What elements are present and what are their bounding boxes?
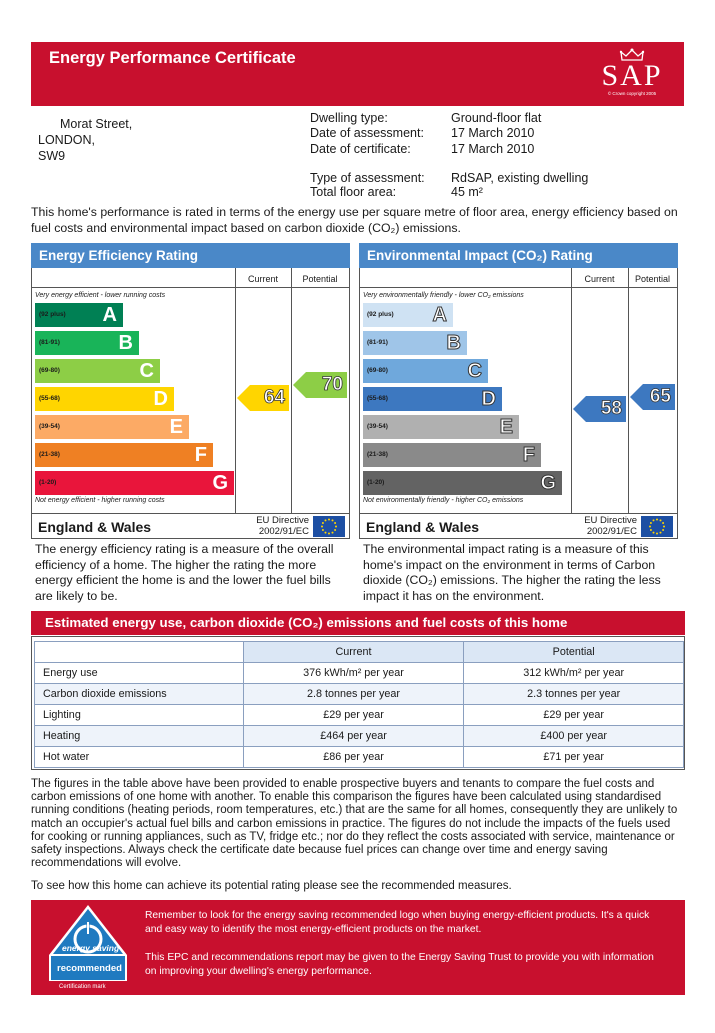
row-current: 376 kWh/m² per year bbox=[243, 663, 464, 684]
sap-logo-text: SAP bbox=[601, 59, 663, 92]
table-row bbox=[35, 684, 684, 705]
table-row bbox=[35, 726, 684, 747]
footer-paragraph-2: This EPC and recommendations report may be given to the Energy Saving Trust to provide you with information on improving your dwelling's energy performance. bbox=[145, 952, 654, 977]
eu-flag-icon bbox=[313, 516, 345, 537]
potential-rating-arrow bbox=[293, 372, 347, 398]
detail-value: 45 m² bbox=[451, 185, 483, 199]
detail-value: 17 March 2010 bbox=[451, 126, 535, 140]
band-range: (21-38) bbox=[39, 451, 60, 458]
rating-band-c bbox=[363, 359, 488, 383]
scale-top-label: Very energy efficient - lower running costs bbox=[35, 292, 166, 299]
rating-band-c bbox=[35, 359, 160, 383]
band-letter: E bbox=[169, 416, 183, 438]
band-range: (81-91) bbox=[367, 339, 388, 346]
detail-value: 17 March 2010 bbox=[451, 142, 535, 156]
table-header-potential: Potential bbox=[464, 642, 684, 663]
row-current: £29 per year bbox=[243, 705, 464, 726]
row-potential: 312 kWh/m² per year bbox=[464, 663, 684, 684]
col-potential-header: Potential bbox=[302, 274, 338, 284]
band-range: (1-20) bbox=[367, 479, 385, 486]
certification-mark-label: Certification mark bbox=[59, 984, 106, 990]
logo-top-text: energy saving bbox=[62, 943, 120, 953]
detail-value: RdSAP, existing dwelling bbox=[451, 171, 589, 185]
rating-band-b bbox=[363, 331, 467, 355]
rating-band-a bbox=[35, 303, 123, 327]
panel-title: Environmental Impact (CO₂) Rating bbox=[359, 243, 678, 268]
energy-saving-recommended-logo bbox=[45, 903, 131, 983]
row-current: £86 per year bbox=[243, 747, 464, 768]
band-range: (21-38) bbox=[367, 451, 388, 458]
current-rating-value: 58 bbox=[600, 398, 622, 420]
band-range: (1-20) bbox=[39, 479, 57, 486]
rating-band-a bbox=[363, 303, 453, 327]
row-potential: 2.3 tonnes per year bbox=[464, 684, 684, 705]
footer-paragraph-1: Remember to look for the energy saving recommended logo when buying energy-efficient products. It's a quick and easy way to identify the most energy-efficient products on the market. bbox=[145, 910, 650, 935]
costs-table bbox=[34, 641, 684, 768]
divider bbox=[291, 268, 292, 513]
recommended-measures-text: To see how this home can achieve its potential rating please see the recommended measures. bbox=[31, 880, 512, 892]
detail-label: Date of assessment: bbox=[310, 126, 424, 140]
row-label: Carbon dioxide emissions bbox=[35, 684, 244, 705]
intro-text: This home's performance is rated in terms of the energy use per square metre of floor area, energy efficiency based on fuel costs and environmental impact based on carbon dioxide (CO₂) emissions. bbox=[31, 205, 678, 235]
logo-bottom-text: recommended bbox=[57, 963, 122, 974]
footer-banner bbox=[31, 900, 685, 995]
detail-label: Total floor area: bbox=[310, 185, 397, 199]
eu-flag-icon bbox=[641, 516, 673, 537]
row-potential: £71 per year bbox=[464, 747, 684, 768]
sap-logo bbox=[592, 49, 672, 101]
row-label: Energy use bbox=[35, 663, 244, 684]
crown-icon bbox=[619, 48, 645, 62]
band-range: (69-80) bbox=[39, 367, 60, 374]
region-label: England & Wales bbox=[366, 519, 480, 535]
band-letter: E bbox=[499, 416, 513, 438]
energy-efficiency-panel bbox=[31, 243, 350, 539]
costs-section-title: Estimated energy use, carbon dioxide (CO₂) emissions and fuel costs of this home bbox=[31, 611, 685, 635]
address-line-3: SW9 bbox=[38, 149, 66, 163]
rating-band-g bbox=[35, 471, 234, 495]
header-banner bbox=[31, 42, 684, 106]
row-label: Heating bbox=[35, 726, 244, 747]
band-letter: C bbox=[139, 360, 154, 382]
scale-top-label: Very environmentally friendly - lower CO₂ emissions bbox=[363, 292, 524, 299]
panel-footer bbox=[32, 513, 349, 538]
row-potential: £400 per year bbox=[464, 726, 684, 747]
explanation-text: The figures in the table above have been provided to enable prospective buyers and tenants to compare the fuel costs and carbon emissions of one home with another. To enable this comparison the figures have been calculated using standardised running conditions (heating periods, room temperatures, etc.) that are the same for all homes, consequently they are unlikely to match an occupier's actual fuel bills and carbon emissions in practice. The figures do not include the impacts of the fuels used for cooking or running appliances, such as TV, fridge etc.; nor do they reflect the costs associated with service, maintenance or safety inspections. Always check the certificate date because fuel prices can change over time and energy saving recommendations will evolve. bbox=[31, 778, 678, 870]
band-range: (39-54) bbox=[39, 423, 60, 430]
band-range: (69-80) bbox=[367, 367, 388, 374]
current-rating-arrow bbox=[237, 385, 289, 411]
rating-band-f bbox=[363, 443, 541, 467]
row-current: £464 per year bbox=[243, 726, 464, 747]
current-rating-arrow bbox=[573, 396, 626, 422]
detail-label: Dwelling type: bbox=[310, 111, 388, 125]
band-letter: D bbox=[153, 388, 168, 410]
band-range: (92 plus) bbox=[367, 311, 394, 318]
region-label: England & Wales bbox=[38, 519, 152, 535]
eu-directive: EU Directive 2002/91/EC bbox=[256, 515, 309, 537]
table-row bbox=[35, 663, 684, 684]
table-row bbox=[35, 705, 684, 726]
rating-band-f bbox=[35, 443, 213, 467]
divider bbox=[571, 268, 572, 513]
divider bbox=[628, 268, 629, 513]
scale-bottom-label: Not energy efficient - higher running costs bbox=[35, 497, 165, 504]
row-label: Hot water bbox=[35, 747, 244, 768]
band-range: (81-91) bbox=[39, 339, 60, 346]
table-header-blank bbox=[35, 642, 244, 663]
address-line-1: Morat Street, bbox=[60, 117, 133, 131]
panel-title: Energy Efficiency Rating bbox=[31, 243, 350, 268]
address-line-2: LONDON, bbox=[38, 133, 95, 147]
eu-directive: EU Directive 2002/91/EC bbox=[584, 515, 637, 537]
band-range: (92 plus) bbox=[39, 311, 66, 318]
band-letter: B bbox=[446, 332, 461, 354]
table-row bbox=[35, 747, 684, 768]
page-title: Energy Performance Certificate bbox=[49, 49, 296, 67]
rating-band-d bbox=[35, 387, 174, 411]
potential-rating-value: 70 bbox=[321, 373, 343, 395]
scale-bottom-label: Not environmentally friendly - higher CO₂ emissions bbox=[363, 497, 524, 504]
band-letter: D bbox=[481, 388, 496, 410]
row-label: Lighting bbox=[35, 705, 244, 726]
environmental-note: The environmental impact rating is a measure of this home's impact on the environment in terms of Carbon dioxide (CO₂) emissions. The higher the rating the less impact it has on the environment. bbox=[363, 542, 661, 603]
col-current-header: Current bbox=[247, 274, 278, 284]
band-letter: F bbox=[194, 444, 207, 466]
divider bbox=[32, 287, 349, 288]
efficiency-note: The energy efficiency rating is a measure of the overall efficiency of a home. The higher the rating the more energy efficient the home is and the lower the fuel bills are likely to be. bbox=[35, 542, 334, 603]
row-potential: £29 per year bbox=[464, 705, 684, 726]
band-letter: B bbox=[118, 332, 133, 354]
table-header-current: Current bbox=[243, 642, 464, 663]
detail-label: Type of assessment: bbox=[310, 171, 425, 185]
potential-rating-value: 65 bbox=[649, 385, 671, 407]
band-range: (55-68) bbox=[39, 395, 60, 402]
band-range: (55-68) bbox=[367, 395, 388, 402]
environmental-impact-panel bbox=[359, 243, 678, 539]
band-letter: C bbox=[467, 360, 482, 382]
rating-band-d bbox=[363, 387, 502, 411]
band-letter: F bbox=[522, 444, 535, 466]
divider bbox=[235, 268, 236, 513]
rating-band-g bbox=[363, 471, 562, 495]
divider bbox=[360, 287, 677, 288]
detail-value: Ground-floor flat bbox=[451, 111, 542, 125]
rating-band-e bbox=[363, 415, 519, 439]
potential-rating-arrow bbox=[630, 384, 675, 410]
band-letter: A bbox=[432, 304, 447, 326]
rating-band-b bbox=[35, 331, 139, 355]
col-potential-header: Potential bbox=[634, 274, 671, 284]
band-letter: A bbox=[102, 304, 117, 326]
table-header-row bbox=[35, 642, 684, 663]
band-range: (39-54) bbox=[367, 423, 388, 430]
sap-copyright: © Crown copyright 2005 bbox=[607, 91, 657, 96]
rating-band-e bbox=[35, 415, 189, 439]
current-rating-value: 64 bbox=[263, 387, 285, 409]
costs-table-frame bbox=[31, 636, 685, 770]
col-current-header: Current bbox=[584, 274, 615, 284]
band-letter: G bbox=[540, 472, 556, 494]
panel-footer bbox=[360, 513, 677, 538]
band-letter: G bbox=[212, 472, 228, 494]
row-current: 2.8 tonnes per year bbox=[243, 684, 464, 705]
detail-label: Date of certificate: bbox=[310, 142, 411, 156]
